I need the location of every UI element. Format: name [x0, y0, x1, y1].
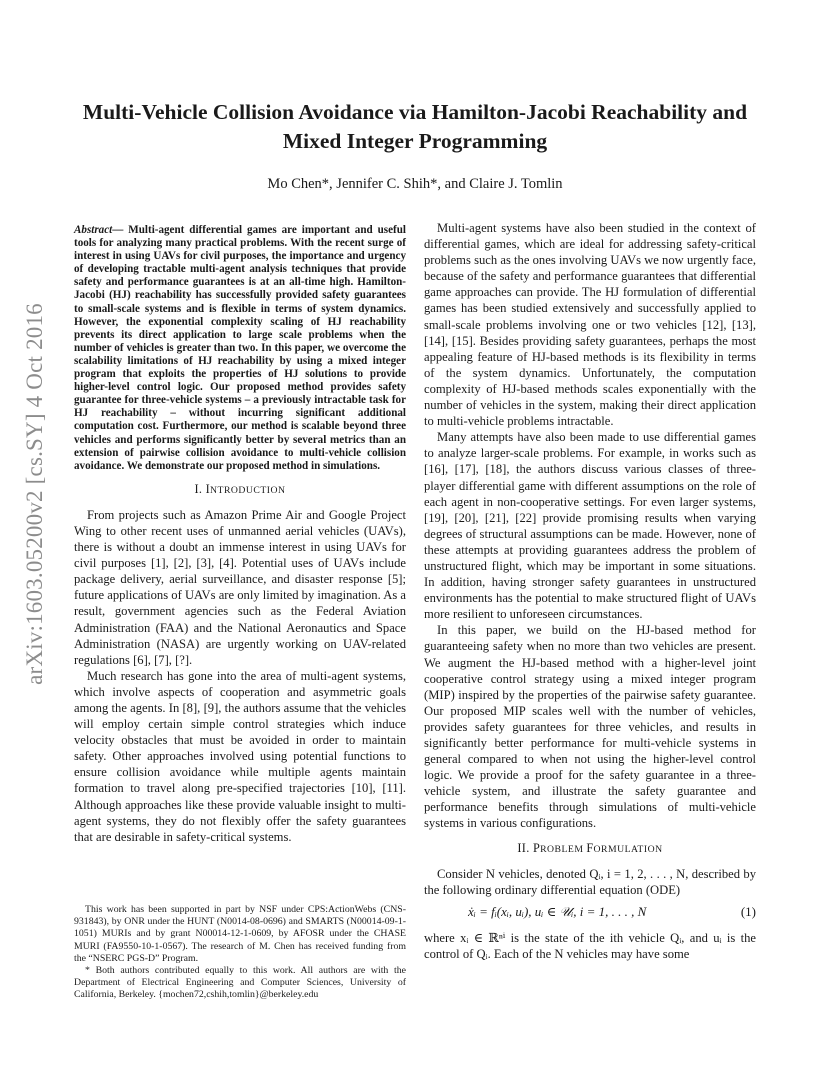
section-heading-first-letter: I: [205, 481, 211, 496]
section-heading-letter-p: P: [532, 840, 541, 855]
footnote-affiliation: * Both authors contributed equally to this work. All authors are with the Department of Electrical Engineering and Computer Sciences, University of California, Berkeley. {mochen72,cshih,tomlin}@berkeley.edu: [74, 965, 406, 1001]
intro-paragraph-2: Much research has gone into the area of multi-agent systems, which involve aspects of cooperation and asymmetric goals among the agents. In [8], [9], the authors assume that the vehicles will employ certain simple control strategies which induce velocity obstacles that must be avoided in order to maintain safety. Other approaches involved using potential functions to ensure collision avoidance while multiple agents maintain formation to travel along pre-specified trajectories [10], [11]. Although approaches like these provide valuable insight to multi-agent systems, they do not flexibly offer the safety guarantees that are desirable in safety-critical systems.: [74, 668, 406, 844]
problem-paragraph-2: where xᵢ ∈ ℝⁿⁱ is the state of the ith vehicle Qᵢ, and uᵢ is the control of Qᵢ. Each of the N vehicles may have some: [424, 930, 756, 961]
paper-title: Multi-Vehicle Collision Avoidance via Hamilton-Jacobi Reachability and Mixed Integer Programming: [82, 100, 748, 153]
intro-paragraph-3: Multi-agent systems have also been studied in the context of differential games, which are ideal for addressing safety-critical problems such as the ones involving UAVs we now urgently face, because of the safety and performance guarantees that differential game approaches can provide. The HJ formulation of differential games has been studied extensively and successfully applied to small-scale problems involving one or two vehicles [12], [13], [14], [15]. Besides providing safety guarantees, perhaps the most appealing feature of HJ-based methods is its flexibility in terms of the system dynamics. Unfortunately, the computation complexity of HJ-based methods scales exponentially with the number of vehicles in the system, making their direct application to multi-vehicle problems intractable.: [424, 221, 756, 429]
arxiv-stamp-text: arXiv:1603.05200v2 [cs.SY] 4 Oct 2016: [22, 303, 47, 685]
abstract: [74, 224, 406, 473]
left-column: [74, 224, 406, 845]
section-heading-introduction: [74, 481, 406, 499]
footnotes: [74, 904, 406, 1002]
arxiv-stamp: [20, 296, 50, 692]
intro-paragraph-1: From projects such as Amazon Prime Air and Google Project Wing to other recent uses of unmanned aerial vehicles (UAVs), there is without a doubt an immense interest in using UAVs for civil purposes [1], [2], [3], [4]. Potential uses of UAVs include package delivery, aerial surveillance, and disaster response [5]; future applications of UAVs are only limited by imagination. As a result, government agencies such as the Federal Aviation Administration (FAA) and the National Aeronautics and Space Administration (NASA) are urgently working on UAV-related regulations [6], [7], [?].: [74, 507, 406, 667]
abstract-label: Abstract: [74, 224, 113, 236]
section-heading-problem-formulation: [424, 840, 756, 858]
section-number: I.: [194, 481, 206, 496]
paper-authors: Mo Chen*, Jennifer C. Shih*, and Claire J. Tomlin: [267, 176, 563, 192]
footnote-funding: This work has been supported in part by NSF under CPS:ActionWebs (CNS-931843), by ONR under the HUNT (N0014-08-0696) and SMARTS (N00014-09-1-1051) MURIs and by grant N00014-12-1-0609, by AFOSR under the CHASE MURI (FA9550-10-1-0567). The research of M. Chen has received funding from the “NSERC PGS-D” Program.: [74, 904, 406, 964]
problem-paragraph-1: Consider N vehicles, denoted Qᵢ, i = 1, 2, . . . , N, described by the following ordinary differential equation (ODE): [424, 866, 756, 897]
section-heading-rest: NTRODUCTION: [210, 484, 286, 496]
equation-number: (1): [740, 903, 756, 919]
section-heading-letter-f: F: [586, 840, 594, 855]
abstract-text: — Multi-agent differential games are important and useful tools for analyzing many practical problems. With the recent surge of interest in using UAVs for civil purposes, the importance and urgency of developing tractable multi-agent analysis techniques that provide safety and performance guarantees is at an all-time high. Hamilton-Jacobi (HJ) reachability has successfully provided safety guarantees to small-scale systems and is flexible in terms of system dynamics. However, the exponential complexity scaling of HJ reachability prevents its direct application to large scale problems when the number of vehicles is greater than two. In this paper, we overcome the scalability limitations of HJ reachability by using a mixed integer program that exploits the properties of HJ solutions to provide higher-level control logic. Our proposed method provides safety guarantee for three-vehicle systems – a previously intractable task for HJ reachability – without incurring significant additional computation cost. Furthermore, our method is scalable beyond three vehicles and performs significantly better by several metrics than an extension of pairwise collision avoidance to multi-vehicle collision avoidance. We demonstrate our proposed method in simulations.: [74, 224, 406, 472]
section-heading-rest-b: ORMULATION: [593, 843, 663, 855]
equation-1: [424, 900, 756, 926]
section-number: II.: [517, 840, 533, 855]
right-column: [424, 220, 756, 962]
intro-paragraph-4: Many attempts have also been made to use differential games to analyze larger-scale problems. For example, in works such as [16], [17], [18], the authors discuss various classes of three-player differential game with different assumptions on the role of each agent in non-cooperative settings. For even larger systems, [19], [20], [21], [22] provide promising results when varying degrees of structural assumptions can be made. However, none of these attempts at providing guarantees address the problem of unstructured flight, which may be important in some situations. In addition, having stronger safety guarantees in unstructured environments has the potential to make structured flight of UAVs more resilient to unforeseen circumstances.: [424, 430, 756, 622]
intro-paragraph-5: In this paper, we build on the HJ-based method for guaranteeing safety when no more than two vehicles are present. We augment the HJ-based method with a higher-level joint cooperative control strategy using a mixed integer program (MIP) inspired by the properties of the pairwise safety guarantee. Our proposed MIP scales well with the number of vehicles, provides safety guarantees for three vehicles, and results in significantly better performance for multi-vehicle systems in general compared to when not using the higher-level control logic. We provide a proof for the safety guarantee in a three-vehicle system, and illustrate the safety guarantee and performance benefits through simulations of multi-vehicle systems in various configurations.: [424, 623, 756, 831]
section-heading-rest-a: ROBLEM: [540, 843, 587, 855]
equation-text: ẋᵢ = fᵢ(xᵢ, uᵢ), uᵢ ∈ 𝒰ᵢ, i = 1, . . . , N: [468, 903, 647, 919]
